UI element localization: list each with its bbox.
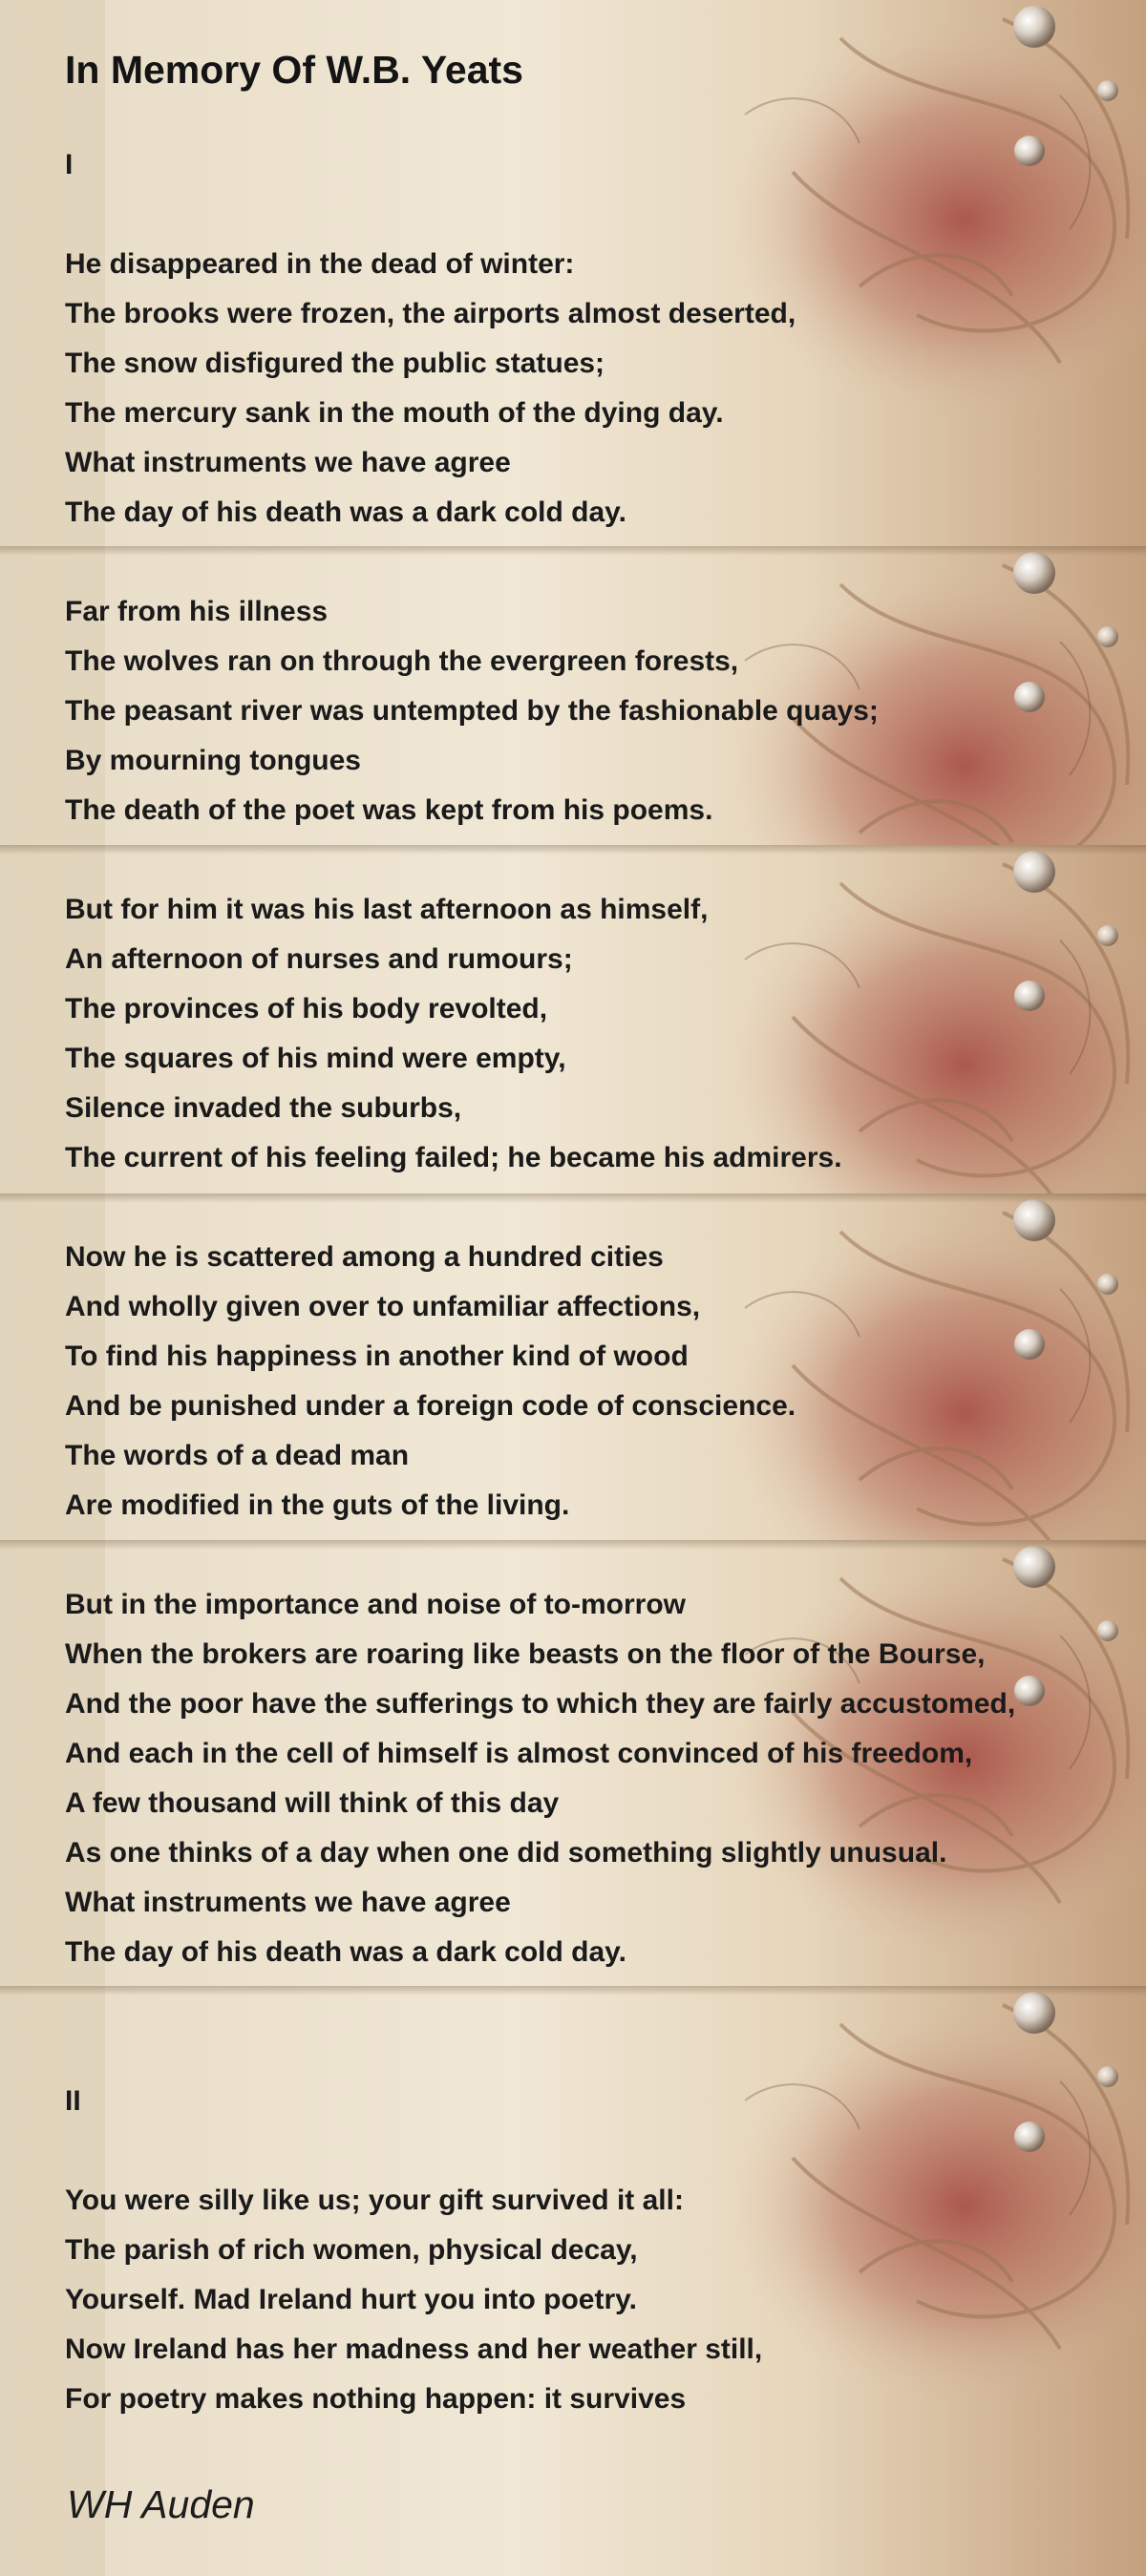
poem-line: The death of the poet was kept from his poems. (65, 794, 713, 826)
poem-line: What instruments we have agree (65, 1887, 511, 1918)
section-heading: I (65, 149, 74, 180)
poem-line: Now he is scattered among a hundred cities (65, 1241, 664, 1273)
poem-line: Silence invaded the suburbs, (65, 1092, 462, 1124)
poem-line: And each in the cell of himself is almost convinced of his freedom, (65, 1738, 973, 1769)
poem-line: When the brokers are roaring like beasts on the floor of the Bourse, (65, 1638, 986, 1670)
poem-line: Yourself. Mad Ireland hurt you into poetry. (65, 2284, 637, 2315)
poem-line: What instruments we have agree (65, 447, 511, 478)
poem-line: To find his happiness in another kind of wood (65, 1341, 689, 1372)
poem-line: The day of his death was a dark cold day. (65, 496, 626, 528)
poem-line: The snow disfigured the public statues; (65, 348, 605, 379)
poem-line: The peasant river was untempted by the fashionable quays; (65, 695, 879, 727)
poem-line: And be punished under a foreign code of conscience. (65, 1390, 796, 1422)
poem-line: Now Ireland has her madness and her weather still, (65, 2333, 763, 2365)
poem-line: The squares of his mind were empty, (65, 1043, 566, 1074)
poem-line: He disappeared in the dead of winter: (65, 248, 575, 280)
poem-line: The day of his death was a dark cold day. (65, 1936, 626, 1968)
poem-line: An afternoon of nurses and rumours; (65, 943, 573, 975)
poem-line: And wholly given over to unfamiliar affections, (65, 1291, 701, 1322)
section-heading: II (65, 2085, 81, 2117)
poem-line: The provinces of his body revolted, (65, 993, 548, 1024)
poem-line: The words of a dead man (65, 1440, 410, 1471)
poem-line: By mourning tongues (65, 745, 361, 776)
poem-line: The current of his feeling failed; he became his admirers. (65, 1142, 842, 1173)
poem-line: For poetry makes nothing happen: it survives (65, 2383, 687, 2415)
poem-line: A few thousand will think of this day (65, 1787, 560, 1819)
poem-line: Are modified in the guts of the living. (65, 1489, 570, 1521)
poem-author: WH Auden (67, 2482, 255, 2526)
poem-line: The parish of rich women, physical decay, (65, 2234, 638, 2266)
poem-line: The mercury sank in the mouth of the dying day. (65, 397, 724, 429)
poem-line: But for him it was his last afternoon as himself, (65, 894, 709, 925)
poem-line: The brooks were frozen, the airports almost deserted, (65, 298, 796, 329)
poem-title: In Memory Of W.B. Yeats (65, 48, 523, 92)
poem-line: Far from his illness (65, 596, 329, 627)
poem-line: As one thinks of a day when one did something slightly unusual. (65, 1837, 947, 1869)
poem-line: You were silly like us; your gift survived it all: (65, 2185, 684, 2216)
poem-line: And the poor have the sufferings to which they are fairly accustomed, (65, 1688, 1016, 1720)
poem-line: The wolves ran on through the evergreen forests, (65, 645, 739, 677)
poem-line: But in the importance and noise of to-morrow (65, 1589, 687, 1620)
